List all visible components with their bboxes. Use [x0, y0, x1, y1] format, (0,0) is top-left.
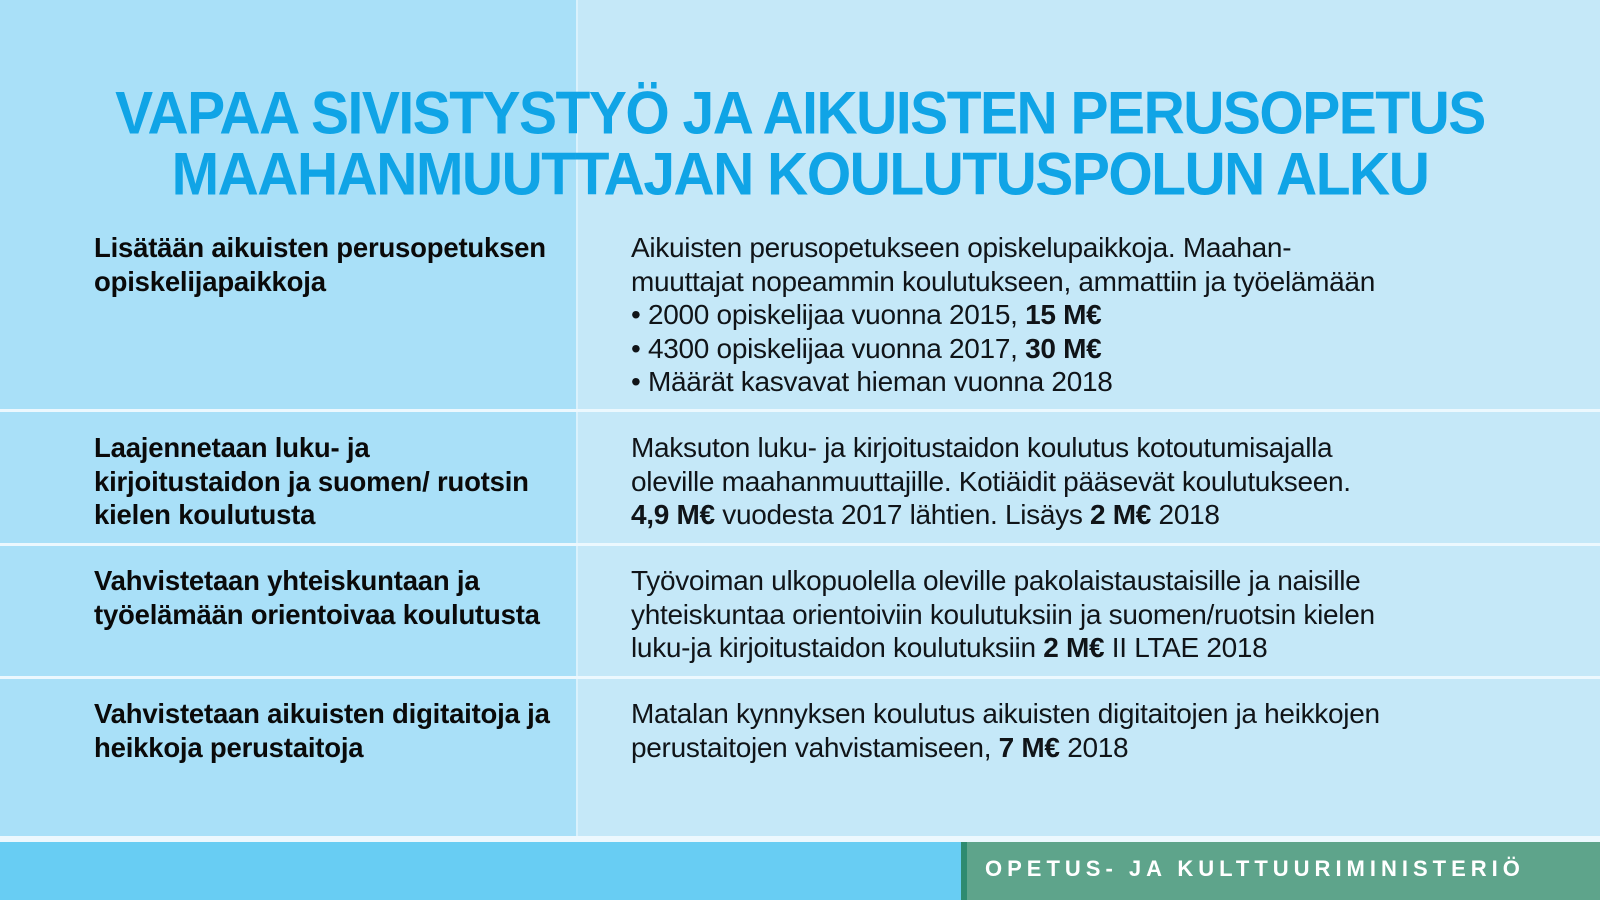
- row-label: Vahvistetaan yhteiskuntaan ja työelämään orientoivaa koulutusta: [94, 565, 540, 630]
- row-label: Laajennetaan luku- ja kirjoitustaidon ja suomen/ ruotsin kielen koulutusta: [94, 432, 529, 530]
- description-text: vuodesta 2017 lähtien. Lisäys: [714, 499, 1090, 530]
- description-line: [631, 631, 1561, 665]
- footer-band: [0, 842, 961, 900]
- row-label: Lisätään aikuisten perusopetuksen opiskelijapaikkoja: [94, 232, 546, 297]
- bullet-text: • Määrät kasvavat hieman vuonna 2018: [631, 366, 1113, 397]
- description-line: oleville maahanmuuttajille. Kotiäidit pääsevät koulutukseen.: [631, 465, 1351, 497]
- row-divider: [0, 543, 1600, 546]
- description-text: 2018: [1151, 499, 1220, 530]
- bullet-list: [631, 298, 1561, 399]
- title-line-2: MAAHANMUUTTAJAN KOULUTUSPOLUN ALKU: [171, 140, 1429, 209]
- bullet-amount: 30 M€: [1025, 332, 1102, 364]
- ministry-name: OPETUS- JA KULTTUURIMINISTERIÖ: [985, 856, 1525, 881]
- amount: 7 M€: [998, 731, 1060, 763]
- amount: 4,9 M€: [631, 499, 715, 530]
- description-text: perustaitojen vahvistamiseen,: [631, 731, 999, 763]
- description-line: yhteiskuntaa orientoiviin koulutuksiin ja suomen/ruotsin kielen: [631, 598, 1375, 630]
- description-line: Maksuton luku- ja kirjoitustaidon koulutus kotoutumisajalla: [631, 432, 1333, 463]
- amount: 2 M€: [1043, 632, 1105, 663]
- row-description: [631, 564, 1561, 665]
- row-label: Vahvistetaan aikuisten digitaitoja ja heikkoja perustaitoja: [94, 698, 550, 763]
- description-text: luku-ja kirjoitustaidon koulutuksiin: [631, 632, 1044, 663]
- bullet-item: [631, 365, 1561, 399]
- bullet-item: [631, 332, 1561, 366]
- amount: 2 M€: [1090, 499, 1152, 530]
- description-line: Matalan kynnyksen koulutus aikuisten digitaitojen ja heikkojen: [631, 698, 1380, 729]
- description-line: muuttajat nopeammin koulutukseen, ammattiin ja työelämään: [631, 265, 1375, 297]
- row-divider: [0, 409, 1600, 412]
- page-title: [0, 79, 1600, 209]
- description-line: Työvoiman ulkopuolella oleville pakolaistaustaisille ja naisille: [631, 565, 1361, 596]
- row-description: [631, 431, 1561, 532]
- description-text: II LTAE 2018: [1104, 632, 1268, 663]
- bullet-item: [631, 298, 1561, 332]
- row-description: [631, 697, 1561, 764]
- bullet-text: • 2000 opiskelijaa vuonna 2015,: [631, 299, 1026, 330]
- bullet-amount: 15 M€: [1025, 299, 1102, 330]
- row-divider: [0, 676, 1600, 679]
- description-text: 2018: [1059, 731, 1129, 763]
- row-description: [631, 231, 1561, 399]
- title-line-1: VAPAA SIVISTYSTYÖ JA AIKUISTEN PERUSOPETUS: [115, 79, 1485, 148]
- description-line: Aikuisten perusopetukseen opiskelupaikkoja. Maahan-: [631, 232, 1292, 263]
- bullet-text: • 4300 opiskelijaa vuonna 2017,: [631, 332, 1026, 364]
- description-line: [631, 731, 1561, 765]
- description-line: [631, 498, 1561, 532]
